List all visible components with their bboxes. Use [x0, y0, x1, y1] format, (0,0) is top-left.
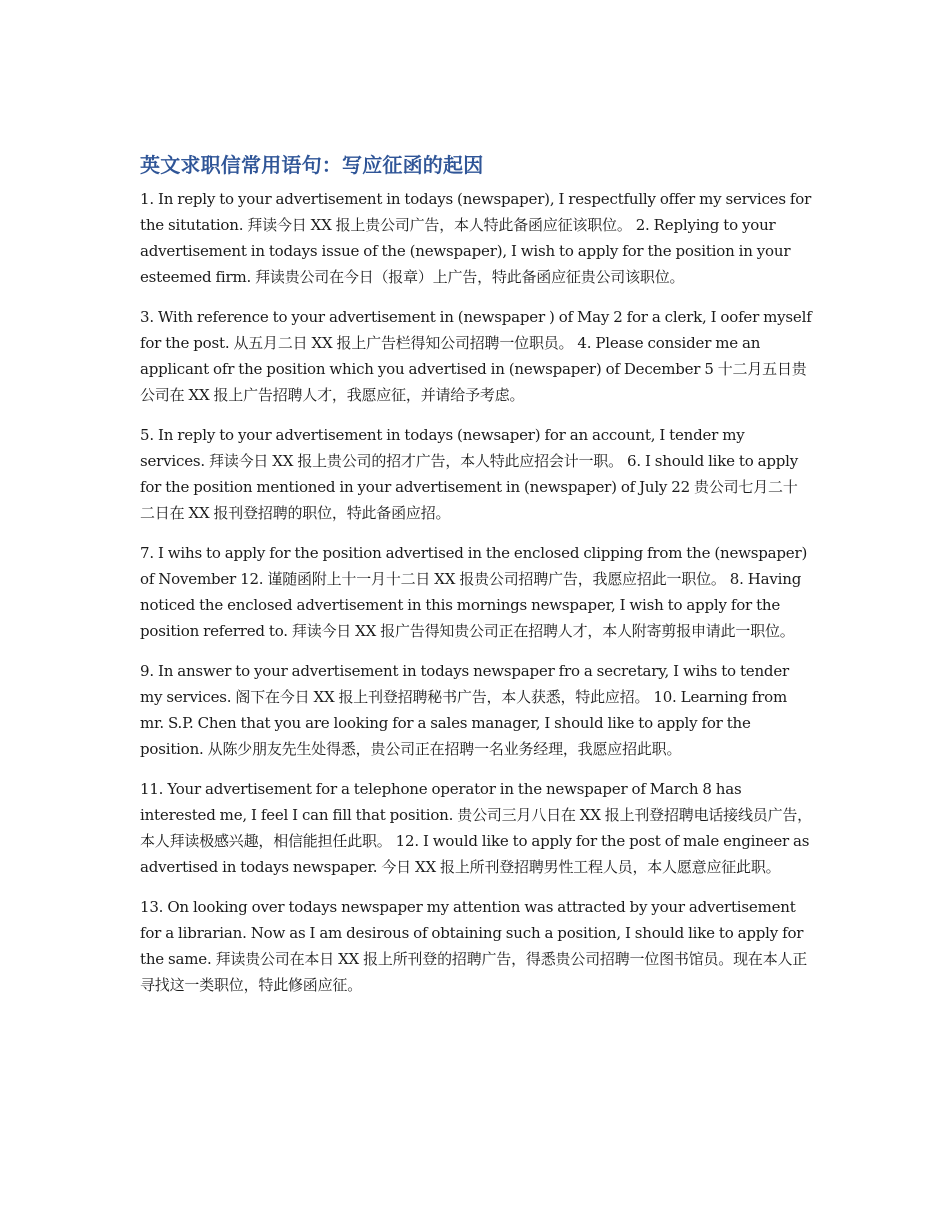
paragraph-4: 7. I wihs to apply for the position advertised in the enclosed clipping from the (newspaper) of November 12. 谨随函附上十一月十二日 XX 报贵公司招聘广告，我愿应招此一职位。 8. Having noticed the enclosed advertisement in this mornings newspaper, I wish to apply for the position referred to. 拜读今日 XX 报广告得知贵公司正在招聘人才，本人附寄剪报申请此一职位。 — [140, 544, 808, 640]
document-title: 英文求职信常用语句：写应征函的起因 — [140, 153, 484, 177]
paragraph-7: 13. On looking over todays newspaper my attention was attracted by your advertisement for a librarian. Now as I am desirous of obtaining such a position, I should like to apply for the same. 拜读贵公司在本日 XX 报上所刊登的招聘广告，得悉贵公司招聘一位图书馆员。现在本人正寻找这一类职位，特此修函应征。 — [140, 898, 808, 994]
paragraph-2: 3. With reference to your advertisement in (newspaper ) of May 2 for a clerk, I oofer myself for the post. 从五月二日 XX 报上广告栏得知公司招聘一位职员。 4. Please consider me an applicant ofr the position which you advertised in (newspaper) of December 5 十二月五日贵公司在 XX 报上广告招聘人才，我愿应征，并请给予考虑。 — [140, 308, 812, 404]
paragraph-3: 5. In reply to your advertisement in todays (newsaper) for an account, I tender my services. 拜读今日 XX 报上贵公司的招才广告，本人特此应招会计一职。 6. I should like to apply for the position mentioned in your advertisement in (newspaper) of July 22 贵公司七月二十二日在 XX 报刊登招聘的职位，特此备函应招。 — [140, 426, 799, 522]
document-page — [140, 150, 812, 1012]
paragraph-6: 11. Your advertisement for a telephone operator in the newspaper of March 8 has interested me, I feel I can fill that position. 贵公司三月八日在 XX 报上刊登招聘电话接线员广告，本人拜读极感兴趣，相信能担任此职。 12. I would like to apply for the post of male engineer as advertised in todays newspaper. 今日 XX 报上所刊登招聘男性工程人员，本人愿意应征此职。 — [140, 780, 812, 876]
paragraph-1: 1. In reply to your advertisement in todays (newspaper), I respectfully offer my services for the situtation. 拜读今日 XX 报上贵公司广告，本人特此备函应征该职位。 2. Replying to your advertisement in todays issue of the (newspaper), I wish to apply for the position in your esteemed firm. 拜读贵公司在今日（报章）上广告，特此备函应征贵公司该职位。 — [140, 190, 812, 286]
paragraph-5: 9. In answer to your advertisement in todays newspaper fro a secretary, I wihs to tender my services. 阁下在今日 XX 报上刊登招聘秘书广告，本人获悉，特此应招。 10. Learning from mr. S.P. Chen that you are looking for a sales manager, I should like to apply for the position. 从陈少朋友先生处得悉，贵公司正在招聘一名业务经理，我愿应招此职。 — [140, 662, 789, 758]
